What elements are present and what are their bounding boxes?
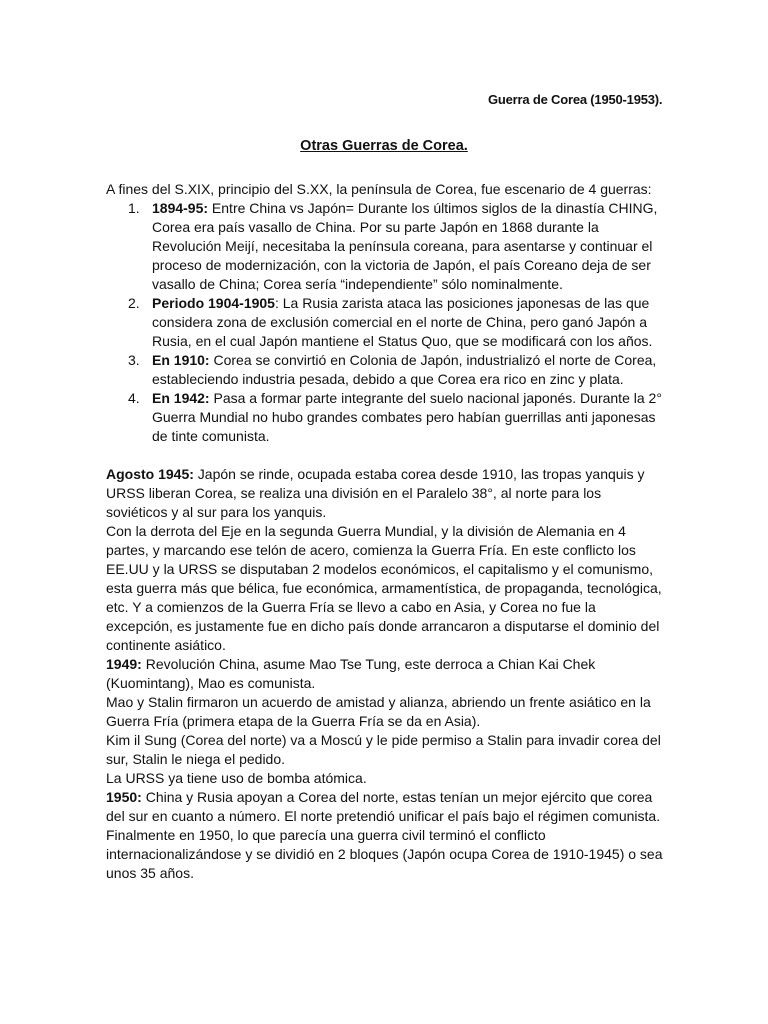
list-number: 3. [128,352,140,368]
list-item-text: Entre China vs Japón= Durante los últimos siglos de la dinastía CHING, Corea era país vasallo de China. Por su parte Japón en 1868 durante la Revolución Meijí, necesitaba la península coreana, para asentarse y continuar el proceso de modernización, con la victoria de Japón, el país Coreano deja de ser vasallo de China; Corea sería “independiente” sólo nominalmente. [152,200,658,292]
paragraph-text: Mao y Stalin firmaron un acuerdo de amistad y alianza, abriendo un frente asiático en la Guerra Fría (primera etapa de la Guerra Fría se da en Asia). [106,694,651,729]
paragraph-urss-bomba [106,769,666,788]
paragraph-heading: 1950: [106,789,142,805]
paragraph-text: La URSS ya tiene uso de bomba atómica. [106,770,367,786]
list-item-text: Pasa a formar parte integrante del suelo nacional japonés. Durante la 2° Guerra Mundial no hubo grandes combates pero habían guerrillas anti japonesas de tinte comunista. [152,390,662,444]
list-item-text: Corea se convirtió en Colonia de Japón, industrializó el norte de Corea, estableciendo industria pesada, debido a que Corea era rico en zinc y plata. [152,352,657,387]
paragraph-text: Revolución China, asume Mao Tse Tung, este derroca a Chian Kai Chek (Kuomintang), Mao es comunista. [106,656,596,691]
list-item-heading: En 1942: [152,390,210,406]
paragraph-1950 [106,788,666,883]
paragraph-spacer [106,446,666,465]
paragraph-text: Kim il Sung (Corea del norte) va a Moscú y le pide permiso a Stalin para invadir corea del sur, Stalin le niega el pedido. [106,732,661,767]
list-number: 1. [128,200,140,216]
paragraph-agosto-1945 [106,465,666,522]
list-number: 2. [128,295,140,311]
list-item-heading: Periodo 1904-1905 [152,295,275,311]
paragraph-1949 [106,655,666,693]
list-item [106,351,666,389]
list-item [106,294,666,351]
list-item-heading: 1894-95: [152,200,209,216]
paragraph-heading: 1949: [106,656,142,672]
document-body [106,180,666,883]
paragraph-text: Con la derrota del Eje en la segunda Guerra Mundial, y la división de Alemania en 4 partes, y marcando ese telón de acero, comienza la Guerra Fría. En este conflicto los EE.UU y la URSS se disputaban 2 modelos económicos, el capitalismo y el comunismo, esta guerra más que bélica, fue económica, armamentística, de propaganda, tecnológica, etc. Y a comienzos de la Guerra Fría se llevo a cabo en Asia, y Corea no fue la excepción, es justamente fue en dicho país donde arrancaron a disputarse el dominio del continente asiático. [106,523,662,653]
intro-paragraph: A fines del S.XIX, principio del S.XX, la península de Corea, fue escenario de 4 guerras: [106,181,652,197]
paragraph-kim-il-sung [106,731,666,769]
list-number: 4. [128,390,140,406]
list-item-heading: En 1910: [152,352,210,368]
wars-list [106,199,666,446]
header-title: Guerra de Corea (1950-1953). [488,92,663,107]
list-item [106,389,666,446]
list-item [106,199,666,294]
paragraph-text: China y Rusia apoyan a Corea del norte, estas tenían un mejor ejército que corea del sur en cuanto a número. El norte pretendió unificar el país bajo el régimen comunista. Finalmente en 1950, lo que parecía una guerra civil terminó el conflicto internacionalizándose y se dividió en 2 bloques (Japón ocupa Corea de 1910-1945) o sea unos 35 años. [106,789,663,881]
paragraph-heading: Agosto 1945: [106,466,194,482]
list-item-text: : La Rusia zarista ataca las posiciones japonesas de las que considera zona de exclusión comercial en el norte de China, pero ganó Japón a Rusia, en el cual Japón mantiene el Status Quo, que se modificará con los años. [152,295,653,349]
paragraph-text: Japón se rinde, ocupada estaba corea desde 1910, las tropas yanquis y URSS liberan Corea, se realiza una división en el Paralelo 38°, al norte para los soviéticos y al sur para los yanquis. [106,466,645,520]
page-title: Otras Guerras de Corea. [300,138,468,154]
paragraph-guerra-fria [106,522,666,655]
paragraph-mao-stalin [106,693,666,731]
